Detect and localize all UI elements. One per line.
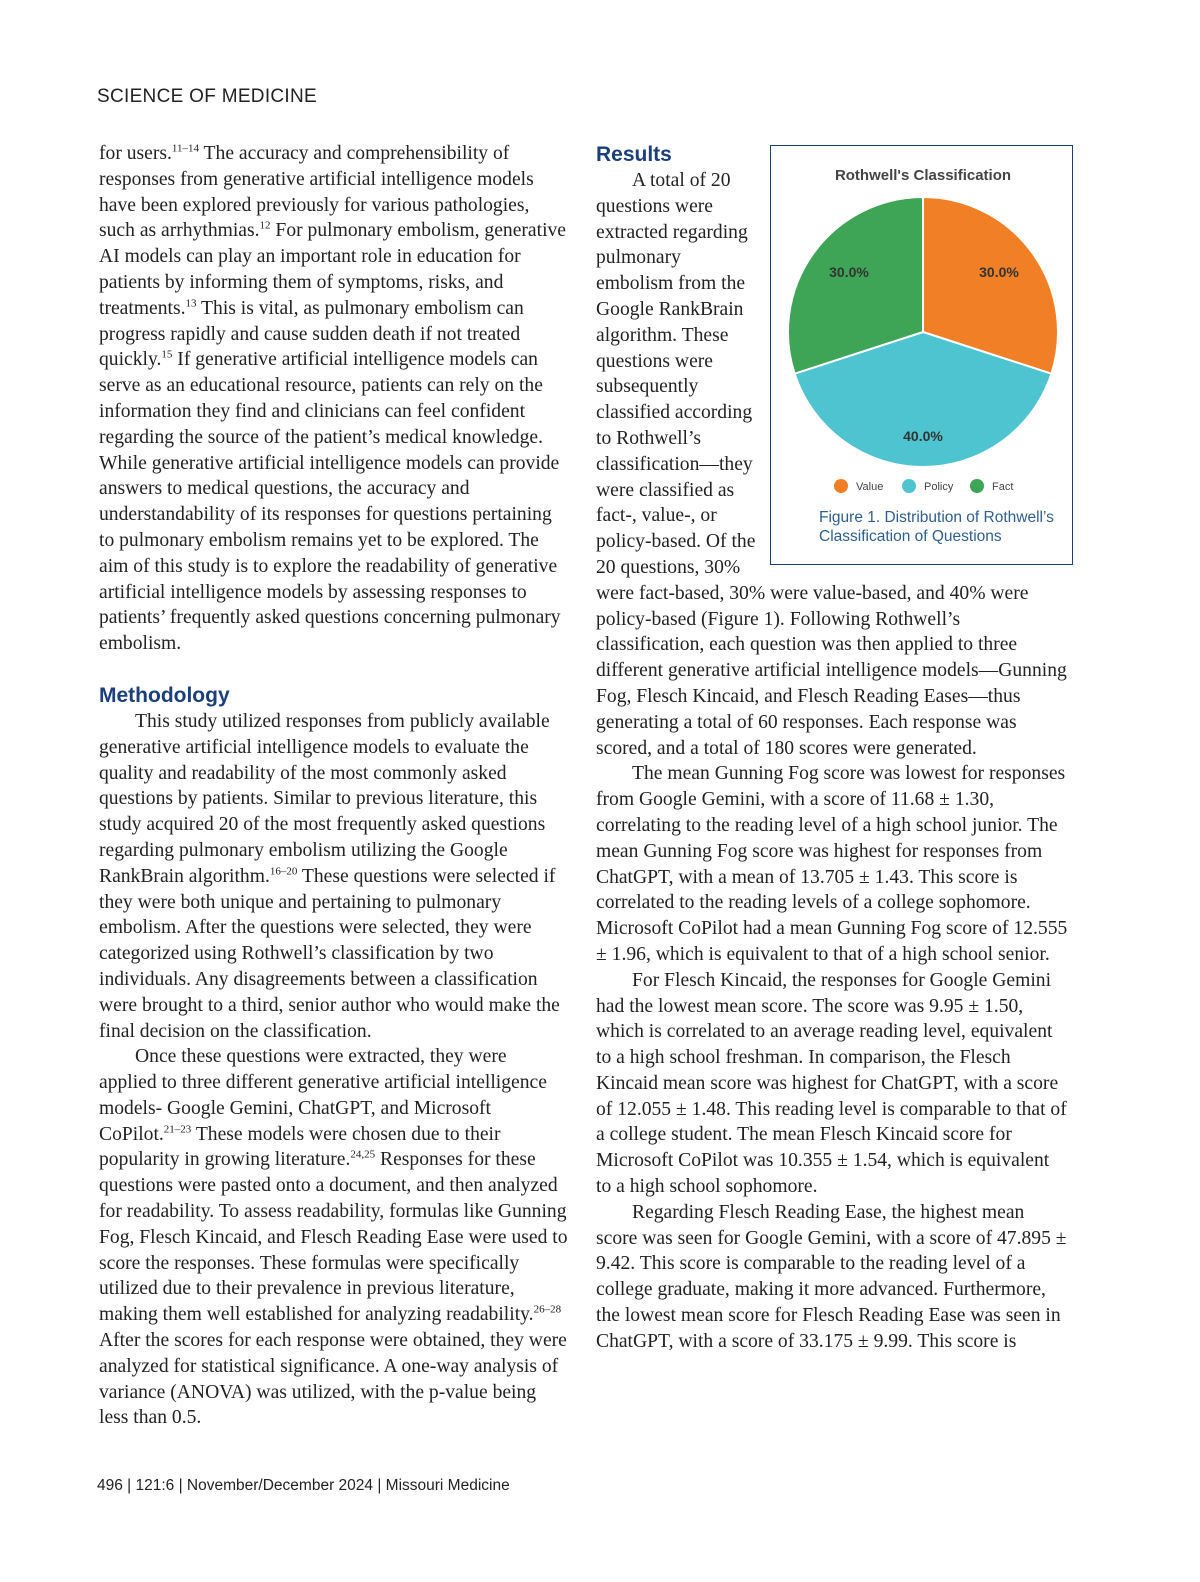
citation-superscript: 13 bbox=[185, 297, 197, 310]
methodology-paragraph-1: This study utilized responses from publicly available generative artificial intelligence models to evaluate the quality and readability of the most commonly asked questions by patients. Similar to previous literature, this study acquired 20 of the most frequently asked questions regarding pulmonary embolism utilizing the Google RankBrain algorithm.$^{16-20}$ These questions were selected if they were both unique and pertaining to pulmonary embolism. After the questions were selected, they were categorized using Rothwell’s classification by two individuals. Any disagreements between a classification were brought to a third, senior author who would make the final decision on the classification. bbox=[99, 710, 560, 1042]
chart-title: Rothwell's Classification bbox=[834, 167, 1012, 184]
methodology-heading: Methodology bbox=[99, 683, 230, 707]
citation-superscript: 24,25 bbox=[350, 1148, 376, 1161]
legend-marker-policy bbox=[902, 479, 916, 493]
legend-marker-fact bbox=[970, 479, 984, 493]
methodology-paragraph-2: Once these questions were extracted, they were applied to three different generative artificial intelligence models- Google Gemini, ChatGPT, and Microsoft CoPilot.$^{21-23}$ These models were chosen due to their popularity in growing literature.$^{24,25}$ Responses for these questions were pasted onto a document, and then analyzed for readability. To assess readability, formulas like Gunning Fog, Flesch Kincaid, and Flesch Reading Ease were used to score the responses. These formulas were specifically utilized due to their prevalence in previous literature, making them well established for analyzing readability.$^{26-28}$ After the scores for each response were obtained, they were analyzed for statistical significance. A one-way analysis of variance (ANOVA) was utilized, with the p-value being less than 0.5. bbox=[99, 1046, 568, 1429]
legend-label-fact: Fact bbox=[992, 481, 1014, 493]
results-heading: Results bbox=[596, 143, 672, 166]
citation-superscript: 15 bbox=[161, 348, 173, 361]
legend-label-value: Value bbox=[856, 481, 884, 493]
pie-chart bbox=[771, 146, 1074, 566]
slice-label-value: 30.0% bbox=[979, 264, 1019, 280]
legend-marker-value bbox=[834, 479, 848, 493]
legend-label-policy: Policy bbox=[924, 481, 954, 493]
left-column bbox=[99, 141, 569, 1431]
citation-superscript: 21–23 bbox=[163, 1123, 192, 1136]
results-paragraph-4: Regarding Flesch Reading Ease, the highest mean score was seen for Google Gemini, with a score of 47.895 ± 9.42. This score is comparable to the reading level of a college graduate, making it more advanced. Furthermore, the lowest mean score for Flesch Reading Ease was seen in ChatGPT, with a score of 33.175 ± 9.99. This score is bbox=[596, 1201, 1067, 1352]
citation-superscript: 11–14 bbox=[171, 142, 200, 155]
results-paragraph-1: A total of 20 questions were extracted regarding pulmonary embolism from the Google RankBrain algorithm. These questions were subsequently classified according to Rothwell’s classification—they were classified as fact-, value-, or policy-based. Of the 20 questions, 30% were fact-based, 30% were value-based, and 40% were policy-based (Figure 1). Following Rothwell’s classification, each question was then applied to three different generative artificial intelligence models—Gunning Fog, Flesch Kincaid, and Flesch Reading Eases—thus generating a total of 60 responses. Each response was scored, and a total of 180 scores were generated. bbox=[596, 170, 1067, 759]
figure-1 bbox=[770, 145, 1073, 565]
page-footer: 496 | 121:6 | November/December 2024 | Missouri Medicine bbox=[97, 1477, 510, 1494]
results-paragraph-3: For Flesch Kincaid, the responses for Google Gemini had the lowest mean score. The score was 9.95 ± 1.50, which is correlated to an average reading level, equivalent to a high school freshman. In comparison, the Flesch Kincaid mean score was highest for ChatGPT, with a score of 12.055 ± 1.48. This reading level is comparable to that of a college student. The mean Flesch Kincaid score for Microsoft CoPilot was 10.355 ± 1.54, which is equivalent to a high school sophomore. bbox=[596, 969, 1067, 1198]
results-paragraph-2: The mean Gunning Fog score was lowest for responses from Google Gemini, with a score of 11.68 ± 1.30, correlating to the reading level of a high school junior. The mean Gunning Fog score was highest for responses from ChatGPT, with a mean of 13.705 ± 1.43. This score is correlated to the reading levels of a college sophomore. Microsoft CoPilot had a mean Gunning Fog score of 12.555 ± 1.96, which is equivalent to that of a high school senior. bbox=[596, 763, 1068, 965]
citation-superscript: 26–28 bbox=[533, 1303, 562, 1316]
citation-superscript: 12 bbox=[259, 219, 271, 232]
intro-paragraph: for users.$^{11-14}$ The accuracy and comprehensibility of responses from generative artificial intelligence models have been explored previously for various pathologies, such as arrhythmias.$^{12}$ For pulmonary embolism, generative AI models can play an important role in education for patients by informing them of symptoms, risks, and treatments.$^{13}$ This is vital, as pulmonary embolism can progress rapidly and cause sudden death if not treated quickly.$^{15}$ If generative artificial intelligence models can serve as an educational resource, patients can rely on the information they find and clinicians can feel confident regarding the source of the patient’s medical knowledge. While generative artificial intelligence models can provide answers to medical questions, the accuracy and understandability of its responses for questions pertaining to pulmonary embolism remains yet to be explored. The aim of this study is to explore the readability of generative artificial intelligence models by assessing responses to patients’ frequently asked questions concerning pulmonary embolism. bbox=[99, 142, 567, 655]
figure-caption: Figure 1. Distribution of Rothwell’s Classification of Questions bbox=[819, 509, 1054, 545]
slice-label-policy: 40.0% bbox=[903, 428, 943, 444]
slice-label-fact: 30.0% bbox=[829, 264, 869, 280]
right-column bbox=[596, 141, 1069, 1355]
section-label: SCIENCE OF MEDICINE bbox=[97, 86, 317, 107]
citation-superscript: 16–20 bbox=[269, 865, 298, 878]
